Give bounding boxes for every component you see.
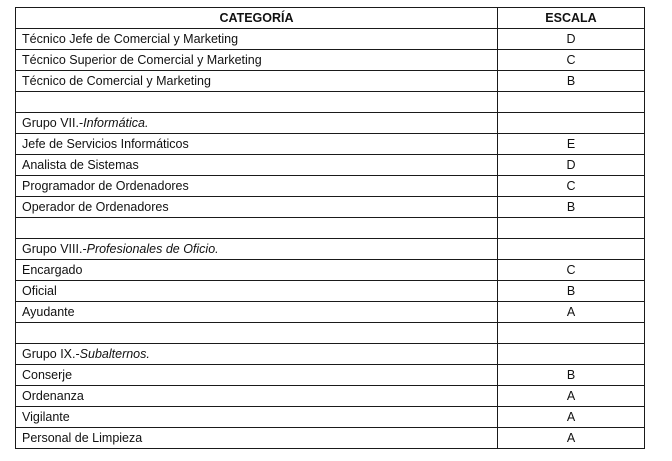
column-header-categoria: CATEGORÍA (16, 8, 498, 29)
categoria-cell: Vigilante (16, 407, 498, 428)
table-row (16, 155, 645, 176)
group-prefix: Grupo VII.- (22, 116, 84, 130)
group-header-row (16, 239, 645, 260)
group-name: Informática. (83, 116, 149, 130)
categoria-cell: Conserje (16, 365, 498, 386)
escala-cell: A (498, 386, 645, 407)
categoria-cell: Ayudante (16, 302, 498, 323)
table-row (16, 176, 645, 197)
spacer-row (16, 92, 645, 113)
escala-cell (498, 92, 645, 113)
escala-cell (498, 239, 645, 260)
escala-cell: B (498, 71, 645, 92)
categoria-cell: Ordenanza (16, 386, 498, 407)
escala-cell: E (498, 134, 645, 155)
table-row (16, 365, 645, 386)
categoria-cell: Personal de Limpieza (16, 428, 498, 449)
table-row (16, 428, 645, 449)
categoria-cell: Operador de Ordenadores (16, 197, 498, 218)
escala-cell (498, 344, 645, 365)
group-heading-cell (16, 113, 498, 134)
categoria-cell: Encargado (16, 260, 498, 281)
group-header-row (16, 344, 645, 365)
escala-cell: A (498, 428, 645, 449)
table-row (16, 407, 645, 428)
escala-cell: A (498, 302, 645, 323)
categoria-cell: Oficial (16, 281, 498, 302)
table-row (16, 302, 645, 323)
categoria-cell: Programador de Ordenadores (16, 176, 498, 197)
table-row (16, 134, 645, 155)
categoria-cell: Analista de Sistemas (16, 155, 498, 176)
group-prefix: Grupo IX.- (22, 347, 80, 361)
escala-cell: C (498, 176, 645, 197)
categoria-cell (16, 218, 498, 239)
group-name: Subalternos. (79, 347, 150, 361)
spacer-row (16, 323, 645, 344)
table-row (16, 29, 645, 50)
escala-cell: D (498, 29, 645, 50)
escala-cell: B (498, 197, 645, 218)
spacer-row (16, 218, 645, 239)
categoria-cell: Técnico Superior de Comercial y Marketing (16, 50, 498, 71)
escala-cell: A (498, 407, 645, 428)
categoria-cell (16, 323, 498, 344)
table-row (16, 260, 645, 281)
group-header-row (16, 113, 645, 134)
escala-cell (498, 323, 645, 344)
escala-cell: B (498, 365, 645, 386)
categoria-cell (16, 92, 498, 113)
escala-cell (498, 113, 645, 134)
escala-cell: B (498, 281, 645, 302)
table-row (16, 197, 645, 218)
group-name: Profesionales de Oficio. (86, 242, 219, 256)
escala-cell: C (498, 260, 645, 281)
table-row (16, 281, 645, 302)
table-header-row (16, 8, 645, 29)
table-row (16, 50, 645, 71)
categoria-cell: Técnico de Comercial y Marketing (16, 71, 498, 92)
table-row (16, 386, 645, 407)
categoria-cell: Jefe de Servicios Informáticos (16, 134, 498, 155)
escala-cell: D (498, 155, 645, 176)
group-heading-cell (16, 239, 498, 260)
group-heading-cell (16, 344, 498, 365)
category-scale-table (15, 7, 645, 449)
categoria-cell: Técnico Jefe de Comercial y Marketing (16, 29, 498, 50)
column-header-escala: ESCALA (498, 8, 645, 29)
escala-cell (498, 218, 645, 239)
table-row (16, 71, 645, 92)
group-prefix: Grupo VIII.- (22, 242, 87, 256)
escala-cell: C (498, 50, 645, 71)
